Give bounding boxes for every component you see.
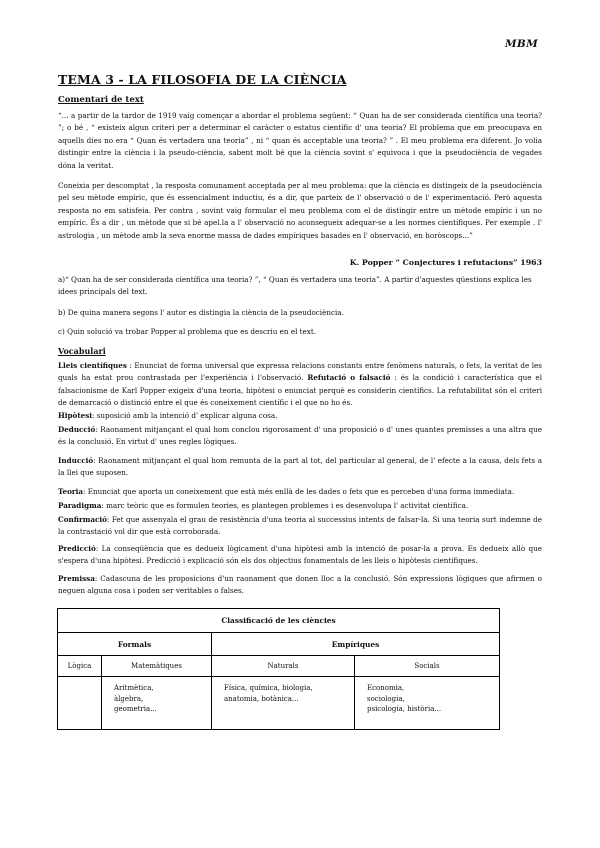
- vocab-definition: : marc teòric que es formulen teories, es plantegen problemes i es desenvolupa l' activitat científica.: [101, 501, 469, 510]
- vocab-term: Refutació o falsació: [307, 373, 391, 383]
- vocab-item-paradigma: [58, 500, 542, 512]
- vocab-term: Confirmació: [58, 515, 107, 524]
- vocab-item-induccio: [58, 455, 542, 480]
- vocab-definition: : és la condició i característica que el falsacionisme de Karl Popper exigeix d'una teoria, hipòtesi o enunciat perquè es considerin científics. La refutabilitat són el criteri de demarcació o distinció entre el que és coneixement científic i el que no ho és.: [58, 373, 542, 408]
- vocab-term: Lleis científiques: [58, 361, 127, 370]
- naturals-header: Naturals: [212, 656, 355, 677]
- question-b: b) De quina manera segons l' autor es distingia la ciència de la pseudociència.: [58, 308, 344, 317]
- empiriques-header: Empíriques: [212, 633, 500, 656]
- quote-paragraph-2: Coneixia per descomptat , la resposta comunament acceptada per al meu problema: que la ciència es distingeix de la pseudociència pel seu mètode empíric, que és essencialment inductiu, és a dir, que parteix de l' observació o de l' experimentació. Però aquesta resposta no em satisfeia. Per contra , sovint vaig formular el meu problema com el de distingir entre un mètode empíric i un no empíric. És a dir , un mètode que si bé apel.la a l' observació no aconsegueix adequar-se a les normes científiques. Per exemple . l' astrologia , un mètode amb la seva enorme massa de dades empíriques basades en l' observació, en horòscops...”: [58, 181, 542, 240]
- classification-table: [57, 608, 500, 730]
- author-initials: MBM: [504, 38, 538, 50]
- vocab-term: Teoria: [58, 487, 84, 496]
- formals-header: Formals: [58, 633, 212, 656]
- vocab-item-confirmacio: [58, 514, 542, 539]
- vocab-definition: : Enunciat que aporta un coneixement que està més enllà de les dades o fets que es perceben d'una forma immediata.: [83, 487, 515, 496]
- commentary-heading: Comentari de text: [58, 95, 144, 105]
- naturals-cell: Física, química, biologia, anatomia, botànica...: [212, 677, 355, 730]
- socials-header: Socials: [355, 656, 500, 677]
- page-title: TEMA 3 - LA FILOSOFIA DE LA CIÈNCIA: [58, 72, 347, 87]
- vocab-term: Predicció: [58, 544, 96, 553]
- classification-title: Classificació de les ciències: [58, 609, 500, 633]
- matematiques-cell: Aritmètica, àlgebra, geometria...: [102, 677, 212, 730]
- vocab-item-hipotesi: [58, 410, 542, 422]
- vocab-item-teoria: [58, 486, 542, 498]
- vocab-term: Hipòtesi: [58, 411, 93, 420]
- vocab-item-prediccio: [58, 543, 542, 568]
- vocabulary-heading: Vocabulari: [58, 346, 106, 356]
- vocab-item-premissa: [58, 573, 542, 598]
- vocab-item-deduccio: [58, 424, 542, 449]
- vocab-definition: : Raonament mitjançant el qual hom remunta de la part al tot, del particular al general, de l' efecte a la causa, dels fets a la llei que suposen.: [58, 456, 542, 478]
- vocab-definition: : Cadascuna de les proposicions d'un raonament que donen lloc a la conclusió. Són expressions lògiques que afirmen o neguen alguna cosa i poden ser veritables o falses.: [58, 574, 542, 596]
- vocab-term: Paradigma: [58, 501, 102, 510]
- vocab-definition: : Raonament mitjançant el qual hom conclou rigorosament d' una proposició o d' unes quantes premisses a una altra que és la conclusió. En virtut d' unes regles lògiques.: [58, 425, 542, 447]
- vocab-term: Inducció: [58, 456, 94, 465]
- vocab-definition: : suposició amb la intenció d' explicar alguna cosa.: [92, 411, 278, 420]
- question-c: c) Quin solució va trobar Popper al problema que es descriu en el text.: [58, 327, 317, 336]
- vocab-term: Deducció: [58, 425, 96, 434]
- logica-cell: [58, 677, 102, 730]
- logica-header: Lògica: [58, 656, 102, 677]
- socials-cell: Economia, sociologia, psicologia, història...: [355, 677, 500, 730]
- quote-paragraph-1: “... a partir de la tardor de 1919 vaig començar a abordar el problema següent: “ Quan ha de ser considerada científica una teoria? ”; o bé , “ existeix algun criteri per a determinar el caràcter o estatus científic d' una teoria? El problema que em preocupava en aquells dies no era “ Quan és vertadera una teoria” , ni “ quan és acceptable una teoria? ” . El meu problema era diferent. Jo volia distingir entre la ciència i la pseudo-ciència, sabent molt bé que la ciència sovint s' equivoca i que la pseudociència de vegades dóna la veritat.: [58, 111, 542, 170]
- vocab-definition: : Enunciat de forma universal que expressa relacions constants entre fenòmens naturals, o fets, la veritat de les quals ha estat prou contrastada per l'experiència i l'observació.: [58, 361, 542, 383]
- question-a: a)“ Quan ha de ser considerada científica una teoria? ”, “ Quan és vertadera una teoria”. A partir d'aquestes qüestions explica les idees principals del text.: [58, 275, 532, 297]
- matematiques-header: Matemàtiques: [102, 656, 212, 677]
- vocab-definition: : Fet que assenyala el grau de resistència d'una teoria al successius intents de falsar-la. Si una teoria surt indemne de la contrastació vol dir que està corroborada.: [58, 515, 542, 537]
- vocab-item-lleis: [58, 360, 542, 410]
- vocab-term: Premissa: [58, 574, 95, 583]
- quote-citation: K. Popper “ Conjectures i refutacions” 1963: [349, 258, 542, 267]
- vocab-definition: : La conseqüència que es dedueix lògicament d'una hipòtesi amb la intenció de posar-la a prova. Es dedueix allò que s'espera d'una hipòtesi. Predicció i explicació són els dos objectius fonamentals de les lleis o hipòtesis científiques.: [58, 544, 542, 566]
